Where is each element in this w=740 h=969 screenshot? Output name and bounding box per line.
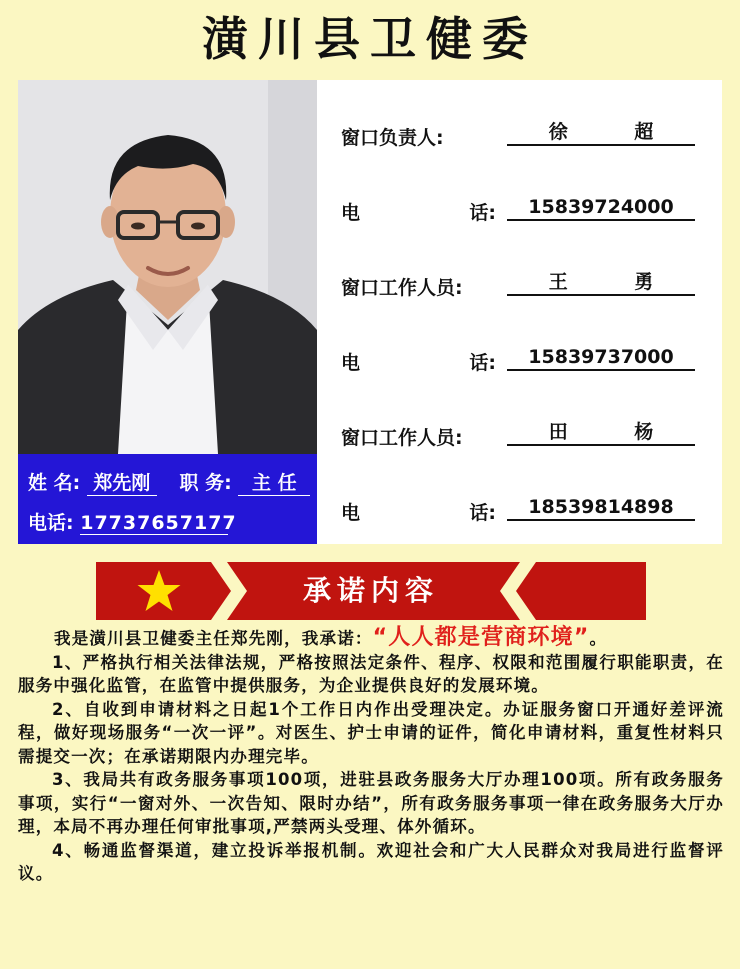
banner-title: 承诺内容	[302, 574, 439, 607]
commitment-text	[18, 626, 724, 886]
portrait-illustration	[18, 80, 317, 454]
leader-nameplate	[18, 454, 317, 544]
page-title: 潢川县卫健委	[202, 12, 538, 66]
window-manager-phone: 15839724000	[507, 195, 695, 221]
window-manager-name: 徐 超	[507, 120, 695, 146]
window-staff-label: 窗口工作人员:	[341, 277, 463, 299]
leader-photo	[18, 80, 317, 454]
phone-label: 电 话:	[341, 352, 496, 374]
contact-row	[341, 262, 721, 302]
contact-row	[341, 112, 721, 152]
commitment-slogan: “人人都是营商环境”	[372, 625, 590, 650]
phone-label: 电 话:	[341, 202, 496, 224]
commitment-banner	[96, 562, 646, 620]
nameplate-row-phone	[28, 508, 237, 535]
window-staff-name: 王 勇	[507, 270, 695, 296]
window-staff-phone: 15839737000	[507, 345, 695, 371]
contact-row	[341, 187, 721, 227]
leader-name: 郑先刚	[87, 468, 157, 496]
contact-row	[341, 412, 721, 452]
name-label: 姓 名:	[28, 472, 81, 494]
window-staff-phone: 18539814898	[507, 495, 695, 521]
phone-label: 电话:	[28, 512, 74, 534]
commitment-item: 3、我局共有政务服务事项100项，进驻县政务服务大厅办理100项。所有政务服务事项，实行“一窗对外、一次告知、限时办结”，所有政务服务事项一律在政务服务大厅办理，本局不再办理任何审批事项,严禁两头受理、体外循环。	[18, 770, 724, 836]
phone-label: 电 话:	[341, 502, 496, 524]
commitment-item: 1、严格执行相关法律法规，严格按照法定条件、程序、权限和范围履行职能职责，在服务中强化监管，在监管中提供服务，为企业提供良好的发展环境。	[18, 652, 724, 695]
commitment-item: 4、畅通监督渠道，建立投诉举报机制。欢迎社会和广大人民群众对我局进行监督评议。	[18, 840, 724, 883]
leader-position: 主 任	[238, 468, 310, 496]
contact-panel	[317, 80, 722, 544]
commitment-item: 2、自收到申请材料之日起1个工作日内作出受理决定。办证服务窗口开通好差评流程，做好现场服务“一次一评”。对医生、护士申请的证件，简化申请材料，重复性材料只需提交一次；在承诺期限内办理完毕。	[18, 699, 724, 766]
window-staff-name: 田 杨	[507, 420, 695, 446]
leader-phone: 17737657177	[80, 512, 237, 534]
window-staff-label: 窗口工作人员:	[341, 427, 463, 449]
contact-row	[341, 337, 721, 377]
nameplate-row-name	[28, 468, 313, 496]
contact-row	[341, 487, 721, 527]
position-label: 职 务:	[179, 472, 232, 494]
window-manager-label: 窗口负责人:	[341, 127, 444, 149]
commitment-intro: 我是潢川县卫健委主任郑先刚，我承诺：“人人都是营商环境”。	[54, 625, 608, 650]
